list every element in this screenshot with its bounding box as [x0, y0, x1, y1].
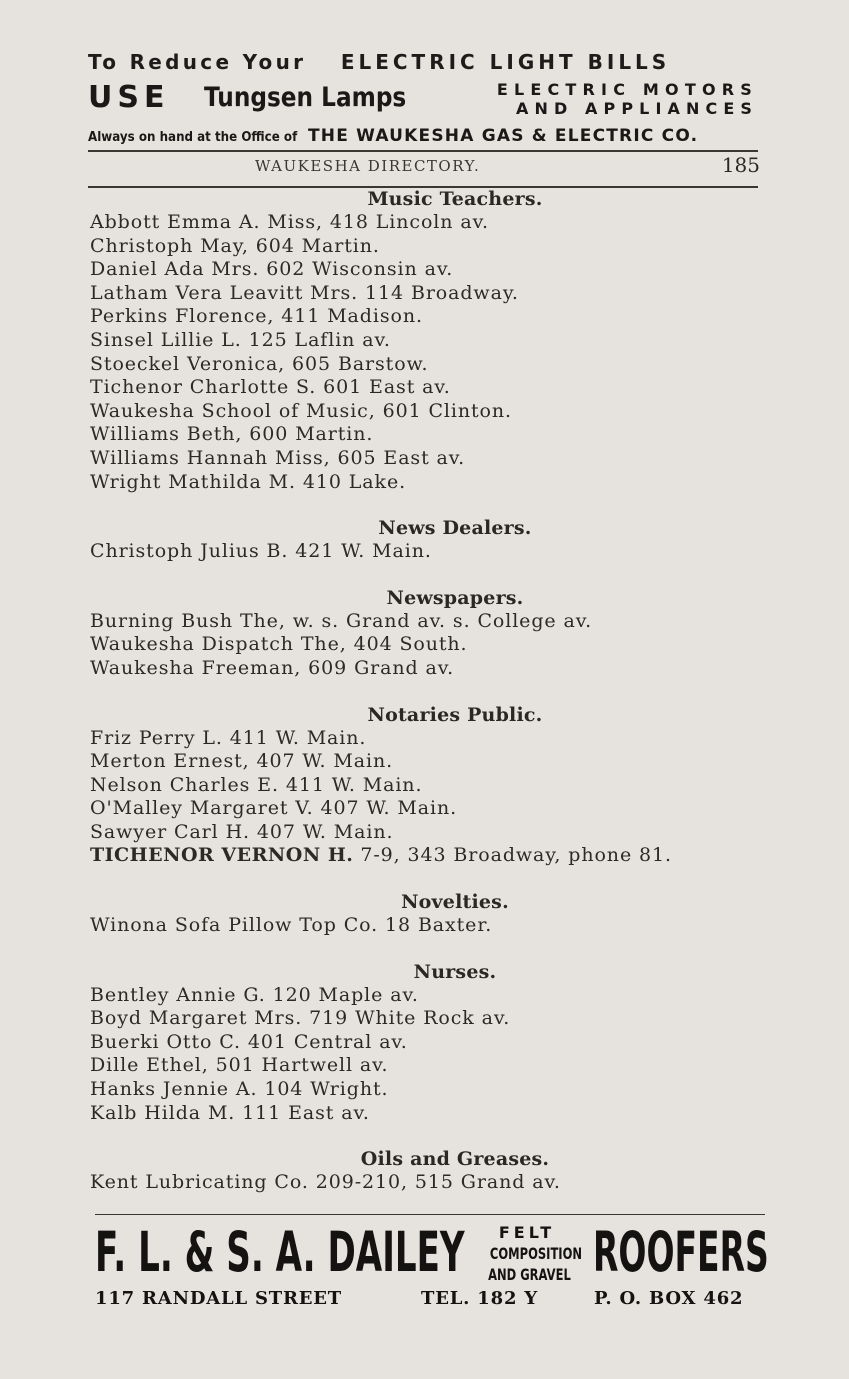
directory-section [90, 586, 770, 681]
directory-entry: Buerki Otto C. 401 Central av. [90, 1030, 408, 1053]
directory-section [90, 187, 770, 494]
ad-lamps-brand: Tungsen Lamps [204, 82, 407, 113]
section-gap [90, 564, 770, 586]
directory-section [90, 703, 770, 869]
directory-entry: Dille Ethel, 501 Hartwell av. [90, 1054, 389, 1077]
ad-use-word: USE [88, 80, 170, 115]
directory-entry: Merton Ernest, 407 W. Main. [90, 750, 394, 773]
ad-felt-line3: AND GRAVEL [488, 1265, 571, 1284]
ad-address-line [95, 1288, 765, 1312]
ad-felt-line2: COMPOSITION [489, 1244, 583, 1263]
top-advertisement [88, 50, 758, 150]
directory-entry: Kalb Hilda M. 111 East av. [90, 1101, 370, 1124]
section-gap [90, 681, 770, 703]
directory-entry: Latham Vera Leavitt Mrs. 114 Broadway. [90, 281, 519, 304]
directory-entry: Boyd Margaret Mrs. 719 White Rock av. [90, 1007, 511, 1030]
directory-entry: Daniel Ada Mrs. 602 Wisconsin av. [90, 258, 454, 281]
directory-section [90, 1147, 770, 1195]
ad-office-lead: Always on hand at the Office of [88, 129, 298, 145]
ad-motors-line2: AND APPLIANCES [516, 99, 758, 118]
page-header [88, 153, 760, 181]
section-heading: News Dealers. [378, 517, 532, 540]
page-number: 185 [721, 153, 760, 177]
directory-entry-featured [90, 844, 770, 868]
ad-roofers: ROOFERS [593, 1220, 769, 1284]
directory-entry: Christoph May, 604 Martin. [90, 234, 380, 257]
directory-entry: Sawyer Carl H. 407 W. Main. [90, 820, 394, 843]
ad-company-name: THE WAUKESHA GAS & ELECTRIC CO. [308, 126, 699, 146]
ad-headline-bills: ELECTRIC LIGHT BILLS [340, 50, 671, 74]
section-heading: Notaries Public. [367, 703, 543, 726]
directory-entry: Christoph Julius B. 421 W. Main. [90, 540, 432, 563]
directory-entry: Waukesha School of Music, 601 Clinton. [90, 399, 512, 422]
ad-dailey-name: F. L. & S. A. DAILEY [95, 1220, 465, 1284]
directory-section [90, 960, 770, 1126]
directory-entry: Perkins Florence, 411 Madison. [90, 305, 423, 328]
running-head: WAUKESHA DIRECTORY. [255, 157, 481, 175]
section-heading: Newspapers. [386, 586, 524, 609]
directory-entry: Tichenor Charlotte S. 601 East av. [90, 376, 451, 399]
section-heading: Nurses. [413, 960, 497, 983]
directory-entry: O'Malley Margaret V. 407 W. Main. [90, 797, 458, 820]
section-gap [90, 494, 770, 516]
ad-motors-line1: ELECTRIC MOTORS [496, 80, 758, 99]
ad-felt-line1: FELT [498, 1223, 556, 1242]
ad-street: 117 RANDALL STREET [95, 1288, 342, 1309]
directory-section [90, 890, 770, 938]
ad-telephone: TEL. 182 Y [421, 1288, 538, 1309]
directory-entry: Sinsel Lillie L. 125 Laflin av. [90, 328, 391, 351]
ad-headline-lead: To Reduce Your [88, 50, 307, 74]
directory-entry: Wright Mathilda M. 410 Lake. [90, 470, 407, 493]
directory-entry: Williams Hannah Miss, 605 East av. [90, 446, 466, 469]
section-heading: Oils and Greases. [360, 1148, 550, 1171]
featured-entry-name: TICHENOR VERNON H. [90, 844, 354, 867]
section-gap [90, 1125, 770, 1147]
ad-motors-block [497, 80, 758, 118]
directory-entry: Stoeckel Veronica, 605 Barstow. [90, 352, 429, 375]
directory-entry: Winona Sofa Pillow Top Co. 18 Baxter. [90, 914, 493, 937]
featured-entry-detail: 7-9, 343 Broadway, phone 81. [353, 844, 672, 867]
directory-entry: Bentley Annie G. 120 Maple av. [90, 983, 419, 1006]
section-gap [90, 938, 770, 960]
directory-section [90, 516, 770, 564]
section-heading: Music Teachers. [367, 188, 543, 210]
bottom-advertisement [95, 1216, 769, 1316]
directory-listing [90, 187, 770, 1195]
directory-entry: Nelson Charles E. 411 W. Main. [90, 773, 423, 796]
ad-product-line [88, 80, 758, 124]
top-rule [88, 150, 758, 152]
directory-entry: Waukesha Dispatch The, 404 South. [90, 633, 468, 656]
bottom-rule [95, 1214, 765, 1215]
directory-entry: Friz Perry L. 411 W. Main. [90, 726, 367, 749]
ad-felt-block [472, 1222, 582, 1285]
ad-po-box: P. O. BOX 462 [594, 1288, 744, 1309]
ad-office-line [88, 126, 758, 150]
directory-entry: Waukesha Freeman, 609 Grand av. [90, 656, 455, 679]
section-gap [90, 868, 770, 890]
directory-entry: Hanks Jennie A. 104 Wright. [90, 1078, 389, 1101]
directory-entry: Kent Lubricating Co. 209-210, 515 Grand av. [90, 1171, 561, 1194]
directory-entry: Burning Bush The, w. s. Grand av. s. College av. [90, 609, 593, 632]
section-heading: Novelties. [401, 891, 509, 914]
directory-entry: Abbott Emma A. Miss, 418 Lincoln av. [90, 211, 489, 233]
ad-headline [88, 50, 758, 78]
directory-entry: Williams Beth, 600 Martin. [90, 423, 374, 446]
